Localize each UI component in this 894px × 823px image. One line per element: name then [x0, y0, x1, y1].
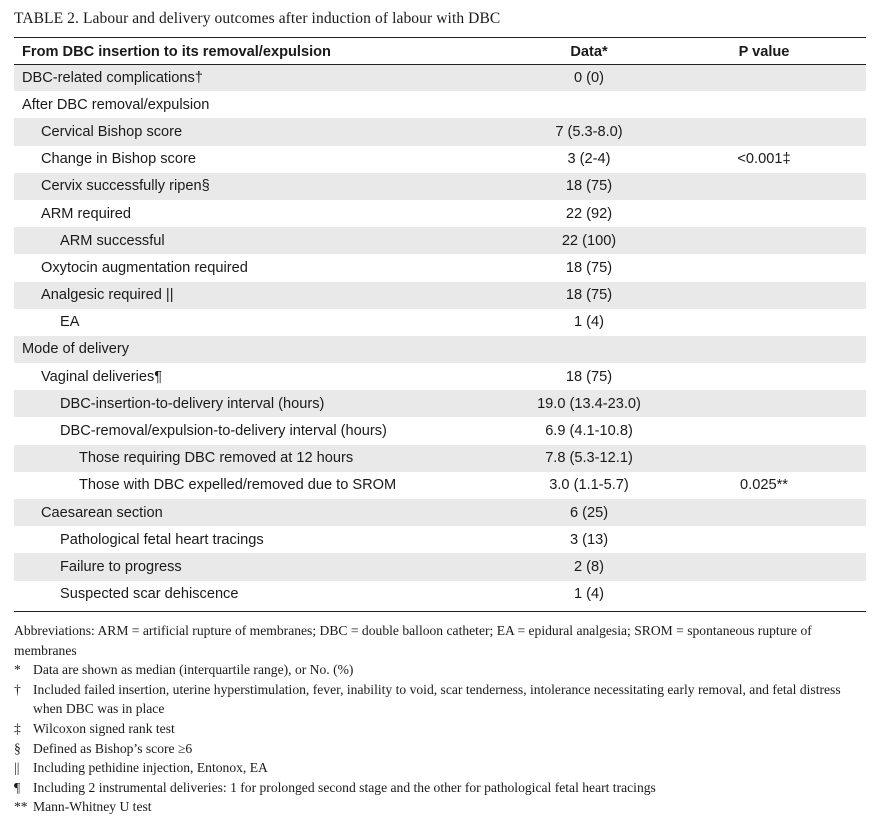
row-label: Cervix successfully ripen§ [41, 178, 210, 195]
row-label: ARM successful [60, 232, 165, 249]
row-label: DBC-removal/expulsion-to-delivery interval (hours) [60, 423, 387, 440]
table-row [14, 118, 866, 145]
table-row [14, 390, 866, 417]
top-rule [14, 37, 866, 38]
footnote-list [14, 660, 866, 817]
row-data: 7.8 (5.3-12.1) [545, 450, 633, 467]
table-row [14, 91, 866, 118]
row-data: 22 (100) [561, 232, 617, 249]
footnote-symbol: ** [14, 799, 28, 815]
footnote-symbol: || [14, 760, 20, 776]
row-p-value: 0.025** [740, 477, 788, 494]
row-label: Those with DBC expelled/removed due to SROM [79, 477, 397, 494]
row-data: 3 (13) [569, 531, 609, 548]
header-p-value: P value [738, 44, 790, 60]
table-row [14, 445, 866, 472]
row-label: Vaginal deliveries¶ [41, 368, 163, 385]
footnote-text: Including 2 instrumental deliveries: 1 for prolonged second stage and the other for pathological fetal heart tracings [33, 779, 656, 795]
header-outcome: From DBC insertion to its removal/expulsion [22, 44, 331, 60]
row-data: 7 (5.3-8.0) [555, 123, 623, 140]
footnote [14, 758, 866, 778]
row-label: Change in Bishop score [41, 151, 196, 168]
header-data: Data* [570, 44, 608, 60]
abbreviations-note: Abbreviations: ARM = artificial rupture of membranes; DBC = double balloon catheter; EA = epidural analgesia; SROM = spontaneous rupture of membranes [14, 623, 812, 658]
footnote-text: Included failed insertion, uterine hyperstimulation, fever, inability to void, scar tenderness, intolerance necessitating early removal, and fetal distress when DBC was in place [33, 681, 841, 717]
row-label: Failure to progress [60, 558, 182, 575]
row-label: EA [60, 314, 80, 331]
footnote-text: Mann-Whitney U test [33, 799, 152, 815]
footnote-symbol: § [14, 740, 21, 756]
footnote-text: Defined as Bishop’s score ≥6 [33, 740, 193, 756]
row-data: 22 (92) [565, 205, 613, 222]
table-row [14, 336, 866, 363]
row-data: 0 (0) [573, 69, 604, 86]
footnote-symbol: † [14, 681, 21, 697]
row-data: 19.0 (13.4-23.0) [537, 395, 641, 412]
footnote-symbol: ‡ [14, 720, 21, 736]
table-row [14, 526, 866, 553]
header-rule [14, 64, 866, 65]
row-label: ARM required [41, 205, 132, 222]
row-data: 18 (75) [565, 287, 613, 304]
footnote [14, 719, 866, 739]
footnote [14, 680, 866, 719]
row-data: 3.0 (1.1-5.7) [549, 477, 629, 494]
table-caption: TABLE 2. Labour and delivery outcomes after induction of labour with DBC [14, 10, 501, 27]
row-data: 18 (75) [565, 259, 613, 276]
table-row [14, 146, 866, 173]
table-footnotes [14, 621, 866, 817]
footnote-text: Data are shown as median (interquartile range), or No. (%) [33, 662, 354, 678]
table-row [14, 64, 866, 91]
row-data: 1 (4) [573, 314, 604, 331]
table-row [14, 363, 866, 390]
row-label: Those requiring DBC removed at 12 hours [79, 450, 354, 467]
table-row [14, 200, 866, 227]
outcomes-table [14, 40, 866, 608]
row-data: 2 (8) [573, 558, 604, 575]
row-label: Oxytocin augmentation required [41, 259, 248, 276]
row-data: 6 (25) [569, 504, 609, 521]
table-row [14, 309, 866, 336]
row-data: 6.9 (4.1-10.8) [545, 423, 633, 440]
row-label: After DBC removal/expulsion [22, 96, 210, 113]
row-label: Caesarean section [41, 504, 163, 521]
table-row [14, 417, 866, 444]
row-label: Analgesic required || [41, 287, 174, 304]
table-row [14, 254, 866, 281]
footnote-symbol: * [14, 662, 21, 678]
table-row [14, 227, 866, 254]
row-label: Cervical Bishop score [41, 123, 183, 140]
footnote-symbol: ¶ [14, 779, 21, 795]
bottom-rule [14, 611, 866, 612]
row-label: DBC-related complications† [22, 69, 203, 86]
footnote-text: Wilcoxon signed rank test [33, 720, 175, 736]
table-row [14, 581, 866, 608]
table-row [14, 499, 866, 526]
footnote [14, 660, 866, 680]
table-row [14, 282, 866, 309]
row-label: DBC-insertion-to-delivery interval (hours) [60, 395, 325, 412]
footnote-text: Including pethidine injection, Entonox, EA [33, 760, 268, 776]
row-label: Suspected scar dehiscence [60, 586, 239, 603]
table-row [14, 553, 866, 580]
row-data: 18 (75) [565, 178, 613, 195]
row-data: 3 (2-4) [567, 151, 611, 168]
table-body [14, 64, 866, 608]
row-label: Pathological fetal heart tracings [60, 531, 264, 548]
footnote [14, 739, 866, 759]
row-data: 18 (75) [565, 368, 613, 385]
row-p-value: <0.001‡ [737, 151, 791, 168]
table-row [14, 173, 866, 200]
footnote [14, 797, 866, 817]
table-header [14, 40, 866, 64]
table-row [14, 472, 866, 499]
row-data: 1 (4) [573, 586, 604, 603]
footnote [14, 778, 866, 798]
row-label: Mode of delivery [22, 341, 130, 358]
